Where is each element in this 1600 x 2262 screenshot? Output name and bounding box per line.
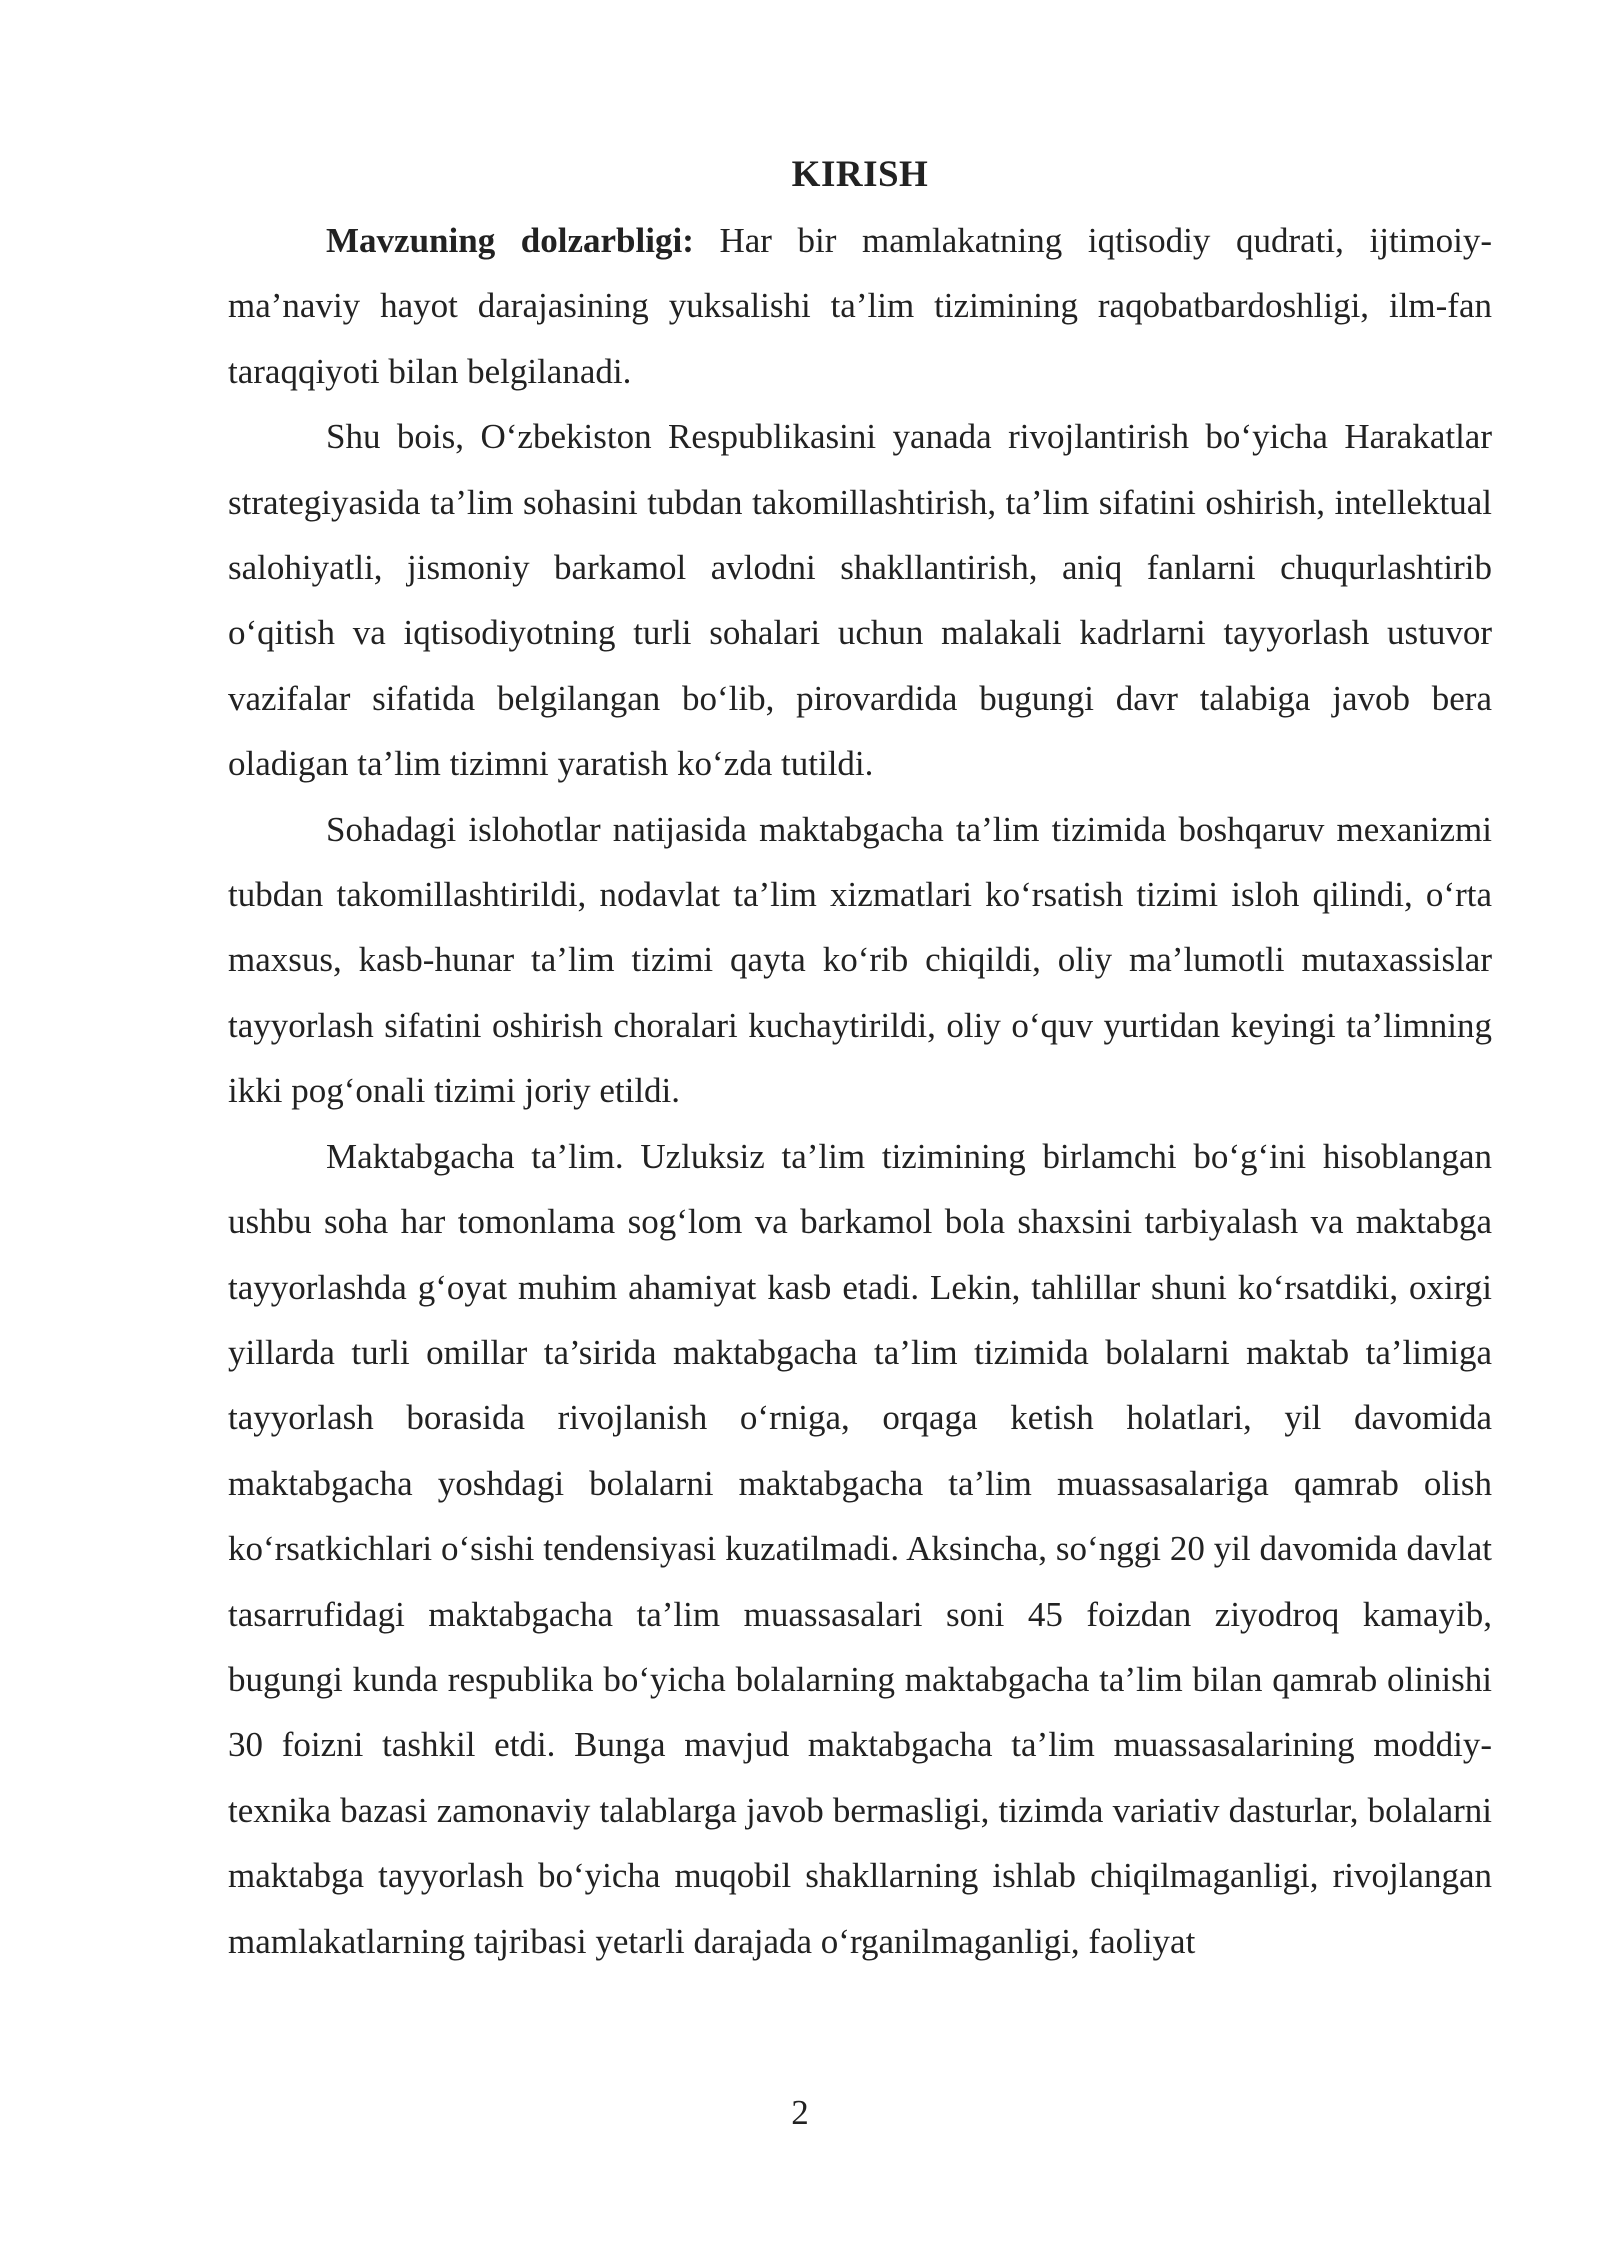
section-heading: KIRISH <box>791 154 929 195</box>
document-page <box>228 150 1492 1974</box>
paragraph-text: Har bir mamlakatning iqtisodiy qudrati, ijtimoiy-ma’naviy hayot darajasining yuksalishi ta’lim tizimining raqobatbardoshligi, ilm-fan taraqqiyoti bilan belgilanadi. <box>228 221 1492 391</box>
paragraph-lead: Mavzuning dolzarbligi: <box>326 221 694 260</box>
paragraph-strategy: Shu bois, O‘zbekiston Respublikasini yanada rivojlantirish bo‘yicha Harakatlar strategiyasida ta’lim sohasini tubdan takomillashtirish, ta’lim sifatini oshirish, intellektual salohiyatli, jismoniy barkamol avlodni shakllantirish, aniq fanlarni chuqurlashtirib o‘qitish va iqtisodiyotning turli sohalari uchun malakali kadrlarni tayyorlash ustuvor vazifalar sifatida belgilangan bo‘lib, pirovardida bugungi davr talabiga javob bera oladigan ta’lim tizimni yaratish ko‘zda tutildi. <box>228 417 1492 784</box>
paragraph-relevance <box>228 208 1492 404</box>
paragraph-reforms: Sohadagi islohotlar natijasida maktabgacha ta’lim tizimida boshqaruv mexanizmi tubdan takomillashtirildi, nodavlat ta’lim xizmatlari ko‘rsatish tizimi isloh qilindi, o‘rta maxsus, kasb-hunar ta’lim tizimi qayta ko‘rib chiqildi, oliy ma’lumotli mutaxassislar tayyorlash sifatini oshirish choralari kuchaytirildi, oliy o‘quv yurtidan keyingi ta’limning ikki pog‘onali tizimi joriy etildi. <box>228 809 1492 1111</box>
paragraph-preschool: Maktabgacha ta’lim. Uzluksiz ta’lim tizimining birlamchi bo‘g‘ini hisoblangan ushbu soha har tomonlama sog‘lom va barkamol bola shaxsini tarbiyalash va maktabga tayyorlashda g‘oyat muhim ahamiyat kasb etadi. Lekin, tahlillar shuni ko‘rsatdiki, oxirgi yillarda turli omillar ta’sirida maktabgacha ta’lim tizimida bolalarni maktab ta’limiga tayyorlash borasida rivojlanish o‘rniga, orqaga ketish holatlari, yil davomida maktabgacha yoshdagi bolalarni maktabgacha ta’lim muassasalariga qamrab olish ko‘rsatkichlari o‘sishi tendensiyasi kuzatilmadi. Aksincha, so‘nggi 20 yil davomida davlat tasarrufidagi maktabgacha ta’lim muassasalari soni 45 foizdan ziyodroq kamayib, bugungi kunda respublika bo‘yicha bolalarning maktabgacha ta’lim bilan qamrab olinishi 30 foizni tashkil etdi. Bunga mavjud maktabgacha ta’lim muassasalarining moddiy-texnika bazasi zamonaviy talablarga javob bermasligi, tizimda variativ dasturlar, bolalarni maktabga tayyorlash bo‘yicha muqobil shakllarning ishlab chiqilmaganligi, rivojlangan mamlakatlarning tajribasi yetarli darajada o‘rganilmaganligi, faoliyat <box>228 1136 1492 1961</box>
page-number: 2 <box>791 2093 809 2132</box>
